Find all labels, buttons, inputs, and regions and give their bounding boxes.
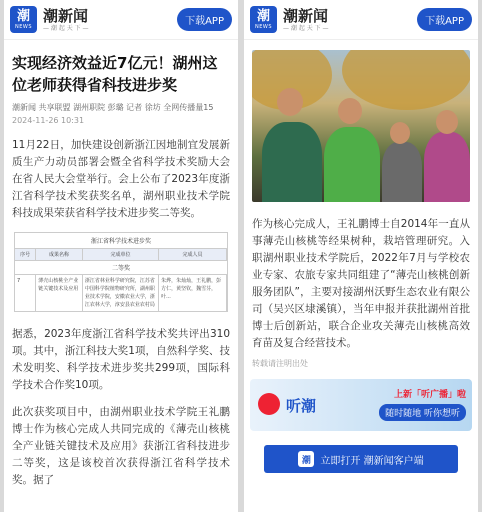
logo-sub: NEWS xyxy=(254,23,273,30)
left-screen xyxy=(4,0,238,512)
right-screen xyxy=(244,0,478,512)
table-row xyxy=(15,275,227,311)
col-header: 成果名称 xyxy=(36,249,83,260)
person-head xyxy=(436,110,458,134)
repost-note: 转载请注明出处 xyxy=(252,359,308,368)
col-header: 完成人员 xyxy=(159,249,227,260)
banner-text xyxy=(379,387,466,421)
app-slogan: — 潮 起 天 下 — xyxy=(283,24,329,32)
logo-sub: NEWS xyxy=(14,23,33,30)
app-logo-icon: 潮 xyxy=(298,451,314,467)
article-photo xyxy=(252,50,470,202)
row-no: 7 xyxy=(15,275,36,311)
download-app-button[interactable]: 下载APP xyxy=(417,8,472,31)
banner-line-1: 上新「听广播」啦 xyxy=(393,390,466,400)
article-title: 实现经济效益近7亿元！湖州这位老师获得省科技进步奖 xyxy=(12,54,218,94)
award-grade: 二等奖 xyxy=(15,261,227,275)
app-logo xyxy=(10,6,37,33)
award-table-image xyxy=(14,232,228,312)
article-paragraph-3: 此次获奖项目中，由湖州职业技术学院王礼鹏博士作为核心完成人共同完成的《薄壳山核桃全产业链关键技术及应用》获浙江省科技进步二等奖，这是该校首次获得浙江省科学技术奖。据了 xyxy=(12,406,230,486)
app-slogan: — 潮 起 天 下 — xyxy=(43,24,89,32)
person-head xyxy=(338,98,362,124)
listen-banner[interactable] xyxy=(250,379,472,431)
article-date: 2024-11-26 10:31 xyxy=(12,116,85,125)
tree-foliage xyxy=(342,50,470,110)
person-head xyxy=(390,122,410,144)
article-meta: 潮新闻 共享联盟 湖州职院 彭璐 记者 徐坊 全网传播量15 xyxy=(12,103,214,112)
logo-glyph: 潮 xyxy=(16,8,30,24)
app-name: 潮新闻 xyxy=(43,6,89,25)
brand xyxy=(43,7,89,33)
person-head xyxy=(277,88,303,116)
article-paragraph-4: 作为核心完成人，王礼鹏博士自2014年一直从事薄壳山核桃等经果树种，栽培管理研究。入职湖州职业技术学院后，2022年7月与学校农业专家、农旅专家共同组建了“薄壳山核桃创新服务团队”，主要对接湖州沃野生态农业有限公司（吴兴区埭溪镇），当年申报并获批湖州首批博士后创新站，联合企业攻关薄壳山核桃高效育苗及复合经营技术。 xyxy=(252,218,470,349)
open-app-label: 立即打开 潮新闻客户端 xyxy=(320,455,424,467)
row-people: 朱烨，朱灿灿，王礼鹏，彭方仁，黄坚钦，魏雪芬，叶... xyxy=(159,275,227,311)
article-paragraph-1: 11月22日，加快建设创新浙江因地制宜发展新质生产力动员部署会暨全省科学技术奖励大会在省人民大会堂举行。会上公布了2023年度浙江省科学技术奖获奖名单，湖州职业技术学院科技成果荣获省科学技术进步奖二等奖。 xyxy=(12,139,230,219)
app-logo xyxy=(250,6,277,33)
logo-glyph: 潮 xyxy=(256,8,270,24)
person-figure xyxy=(262,122,322,202)
person-figure xyxy=(382,142,422,202)
col-header: 序号 xyxy=(15,249,36,260)
download-app-button[interactable]: 下载APP xyxy=(177,8,232,31)
banner-line-2: 随时随地 听你想听 xyxy=(379,404,466,421)
row-project: 薄壳山核桃全产业链关键技术及应用 xyxy=(36,275,83,311)
app-name: 潮新闻 xyxy=(283,6,329,25)
banner-logo-text: 听潮 xyxy=(286,396,317,415)
open-app-button[interactable] xyxy=(264,445,458,473)
microphone-icon xyxy=(258,393,280,415)
col-header: 完成单位 xyxy=(83,249,159,260)
award-table-columns xyxy=(15,249,227,261)
brand xyxy=(283,7,329,33)
award-table-heading: 浙江省科学技术进步奖 xyxy=(15,233,227,249)
row-units: 浙江省林业科学研究院，江苏省中国科学院植物研究所，湖州职业技术学院，安徽农业大学，浙江农林大学，淳安县农业农村局 xyxy=(83,275,159,311)
person-figure xyxy=(424,132,470,202)
app-header xyxy=(4,0,238,40)
person-figure xyxy=(324,127,380,202)
app-header xyxy=(244,0,478,40)
article-paragraph-2: 据悉，2023年度浙江省科学技术奖共评出310项。其中，浙江科技大奖1项，自然科学奖、技术发明奖、科学技术进步奖共299项，国际科学技术合作奖10项。 xyxy=(12,328,230,391)
